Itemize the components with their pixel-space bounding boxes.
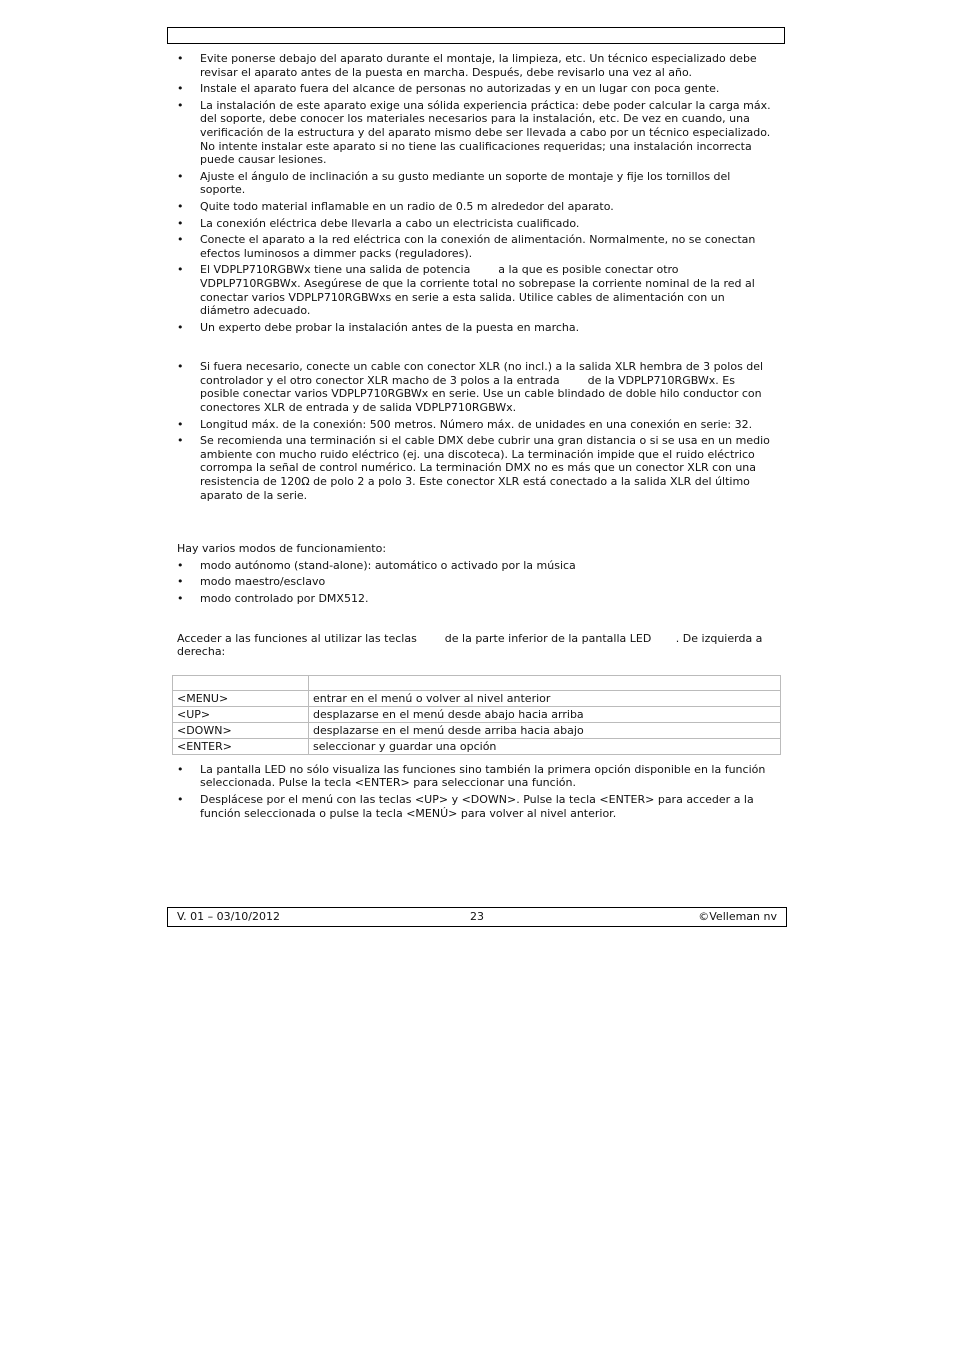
list-item: • modo controlado por DMX512. <box>177 592 777 606</box>
list-item: • Quite todo material inflamable en un radio de 0.5 m alrededor del aparato. <box>177 200 777 214</box>
key-description-cell: seleccionar y guardar una opción <box>309 738 781 754</box>
table-header-cell <box>309 675 781 690</box>
modes-intro: Hay varios modos de funcionamiento: <box>177 542 387 556</box>
key-name-cell: <ENTER> <box>173 738 309 754</box>
key-description-cell: desplazarse en el menú desde abajo hacia arriba <box>309 706 781 722</box>
keys-intro: Acceder a las funciones al utilizar las teclas de la parte inferior de la pantalla LED . De izquierda a derecha: <box>177 631 766 659</box>
list-item: • Instale el aparato fuera del alcance de personas no autorizadas y en un lugar con poca gente. <box>177 82 777 96</box>
dmx-list <box>177 360 777 502</box>
list-item: • modo autónomo (stand-alone): automático o activado por la música <box>177 559 777 573</box>
header-box <box>167 27 785 44</box>
section-gap <box>177 662 777 675</box>
section-gap <box>177 609 777 632</box>
list-item: • Evite ponerse debajo del aparato durante el montaje, la limpieza, etc. Un técnico especializado debe revisar el aparato antes de la puesta en marcha. Después, debe revisarlo una vez al año. <box>177 52 777 79</box>
footer-brand: ©Velleman nv <box>698 910 777 923</box>
list-item: • Un experto debe probar la instalación antes de la puesta en marcha. <box>177 321 777 335</box>
list-item: • modo maestro/esclavo <box>177 575 777 589</box>
installation-list <box>177 52 777 334</box>
page-content <box>177 52 777 823</box>
section-gap <box>177 337 777 360</box>
list-item: • Si fuera necesario, conecte un cable con conector XLR (no incl.) a la salida XLR hembra de 3 polos del controlador y el otro conector XLR macho de 3 polos a la entrada de la VDPLP710RGBWx. Es posible conectar varios VDPLP710RGBWx en serie. Use un cable blindado de doble hilo conductor con conectores XLR de entrada y de salida VDPLP710RGBWx. <box>177 360 777 414</box>
key-description-cell: desplazarse en el menú desde arriba hacia abajo <box>309 722 781 738</box>
keys-table <box>172 675 781 755</box>
key-name-cell: <DOWN> <box>173 722 309 738</box>
list-item: • Conecte el aparato a la red eléctrica con la conexión de alimentación. Normalmente, no se conectan efectos luminosos a dimmer packs (reguladores). <box>177 233 777 260</box>
list-item: • La pantalla LED no sólo visualiza las funciones sino también la primera opción disponible en la función seleccionada. Pulse la tecla <ENTER> para seleccionar una función. <box>177 763 777 790</box>
page-footer <box>167 907 787 927</box>
list-item: • Longitud máx. de la conexión: 500 metros. Número máx. de unidades en una conexión en serie: 32. <box>177 418 777 432</box>
list-item: • Desplácese por el menú con las teclas <UP> y <DOWN>. Pulse la tecla <ENTER> para acceder a la función seleccionada o pulse la tecla <MENÚ> para volver al nivel anterior. <box>177 793 777 820</box>
table-row <box>173 706 781 722</box>
table-header-cell <box>173 675 309 690</box>
menu-list <box>177 763 777 820</box>
list-item: • Ajuste el ángulo de inclinación a su gusto mediante un soporte de montaje y fije los tornillos del soporte. <box>177 170 777 197</box>
table-row <box>173 690 781 706</box>
list-item: • El VDPLP710RGBWx tiene una salida de potencia a la que es posible conectar otro VDPLP710RGBWx. Asegúrese de que la corriente total no sobrepase la corriente nominal de la red al conectar varios VDPLP710RGBWxs en serie a esta salida. Utilice cables de alimentación con un diámetro adecuado. <box>177 263 777 317</box>
table-header-row <box>173 675 781 690</box>
table-row <box>173 738 781 754</box>
list-item: • La conexión eléctrica debe llevarla a cabo un electricista cualificado. <box>177 217 777 231</box>
list-item: • Se recomienda una terminación si el cable DMX debe cubrir una gran distancia o si se usa en un medio ambiente con mucho ruido eléctrico (ej. una discoteca). La terminación impide que el ruido eléctrico corrompa la señal de control numérico. La terminación DMX no es más que un conector XLR con una resistencia de 120Ω de polo 2 a polo 3. Este conector XLR está conectado a la salida XLR del último aparato de la serie. <box>177 434 777 502</box>
section-gap <box>177 505 777 542</box>
key-description-cell: entrar en el menú o volver al nivel anterior <box>309 690 781 706</box>
footer-version: V. 01 – 03/10/2012 <box>177 910 280 923</box>
key-name-cell: <UP> <box>173 706 309 722</box>
list-item: • La instalación de este aparato exige una sólida experiencia práctica: debe poder calcular la carga máx. del soporte, debe conocer los materiales necesarios para la instalación, etc. De vez en cuando, una verificación de la estructura y del aparato mismo debe ser llevada a cabo por un técnico especializado. No intente instalar este aparato si no tiene las cualificaciones requeridas; una instalación incorrecta puede causar lesiones. <box>177 99 777 167</box>
modes-list <box>177 559 777 606</box>
table-row <box>173 722 781 738</box>
key-name-cell: <MENU> <box>173 690 309 706</box>
footer-page-number: 23 <box>470 910 484 923</box>
